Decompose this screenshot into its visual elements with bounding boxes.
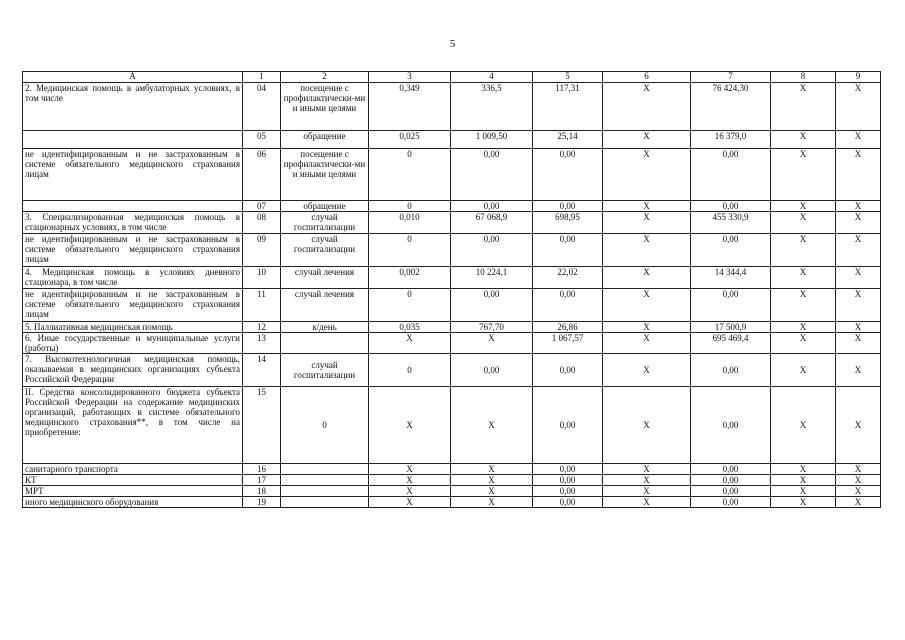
value-cell: X	[771, 267, 836, 289]
table-row	[23, 212, 881, 234]
table-row	[23, 149, 881, 201]
value-cell: X	[603, 267, 691, 289]
column-header: 1	[243, 72, 281, 83]
table-row	[23, 464, 881, 475]
value-cell: X	[603, 234, 691, 267]
value-cell: X	[603, 201, 691, 212]
value-cell: 698,95	[533, 212, 603, 234]
column-header: 7	[691, 72, 771, 83]
value-cell: 0,00	[533, 149, 603, 201]
row-code-cell: 07	[243, 201, 281, 212]
value-cell: X	[771, 497, 836, 508]
unit-cell: посещение с профилактически-ми и иными целями	[281, 83, 369, 131]
value-cell: X	[603, 322, 691, 333]
value-cell: 0,00	[451, 201, 533, 212]
value-cell: X	[603, 149, 691, 201]
value-cell: 0,00	[533, 201, 603, 212]
row-name-cell: иного медицинского оборудования	[23, 497, 243, 508]
value-cell: X	[836, 234, 881, 267]
table-row	[23, 267, 881, 289]
value-cell: 0	[369, 201, 451, 212]
value-cell: 0,00	[691, 234, 771, 267]
value-cell: X	[771, 149, 836, 201]
value-cell: 26,86	[533, 322, 603, 333]
value-cell: X	[369, 464, 451, 475]
value-cell: 0,00	[451, 289, 533, 322]
value-cell: 0,349	[369, 83, 451, 131]
row-name-cell	[23, 131, 243, 149]
row-name-cell: не идентифицированным и не застрахованным в системе обязательного медицинского страхования лицам	[23, 149, 243, 201]
value-cell: 0,00	[451, 149, 533, 201]
value-cell: X	[836, 322, 881, 333]
value-cell: 76 424,30	[691, 83, 771, 131]
value-cell: X	[603, 486, 691, 497]
value-cell: 695 469,4	[691, 333, 771, 354]
column-header: А	[23, 72, 243, 83]
table-row	[23, 354, 881, 387]
value-cell: X	[451, 333, 533, 354]
value-cell: 22,02	[533, 267, 603, 289]
value-cell: X	[451, 387, 533, 464]
value-cell: X	[836, 212, 881, 234]
table-row	[23, 234, 881, 267]
value-cell: 0	[369, 354, 451, 387]
unit-cell: случай госпитализации	[281, 234, 369, 267]
value-cell: 0,00	[691, 201, 771, 212]
row-code-cell: 05	[243, 131, 281, 149]
table-row	[23, 131, 881, 149]
row-code-cell: 17	[243, 475, 281, 486]
value-cell: X	[603, 83, 691, 131]
value-cell: X	[836, 387, 881, 464]
table-row	[23, 475, 881, 486]
table-row	[23, 497, 881, 508]
value-cell: 67 068,9	[451, 212, 533, 234]
row-name-cell: 4. Медицинская помощь в условиях дневного стационара, в том числе	[23, 267, 243, 289]
unit-cell	[281, 497, 369, 508]
unit-cell: к/день	[281, 322, 369, 333]
row-code-cell: 04	[243, 83, 281, 131]
value-cell: 0,002	[369, 267, 451, 289]
value-cell: X	[836, 131, 881, 149]
value-cell: X	[771, 83, 836, 131]
row-name-cell: МРТ	[23, 486, 243, 497]
value-cell: X	[836, 149, 881, 201]
row-code-cell: 16	[243, 464, 281, 475]
value-cell: X	[836, 354, 881, 387]
column-header: 3	[369, 72, 451, 83]
value-cell: 0,00	[691, 149, 771, 201]
value-cell: X	[369, 486, 451, 497]
page-number: 5	[449, 38, 456, 50]
value-cell: 16 379,0	[691, 131, 771, 149]
unit-cell	[281, 486, 369, 497]
value-cell: X	[836, 333, 881, 354]
unit-cell: 0	[281, 387, 369, 464]
header-row	[23, 72, 881, 83]
unit-cell: случай госпитализации	[281, 354, 369, 387]
value-cell: 455 330,9	[691, 212, 771, 234]
unit-cell	[281, 475, 369, 486]
value-cell: X	[836, 475, 881, 486]
value-cell: 0,00	[533, 464, 603, 475]
value-cell: X	[836, 486, 881, 497]
value-cell: X	[836, 83, 881, 131]
value-cell: 0,00	[533, 234, 603, 267]
row-name-cell: КТ	[23, 475, 243, 486]
unit-cell: случай госпитализации	[281, 212, 369, 234]
row-code-cell: 14	[243, 354, 281, 387]
column-header: 6	[603, 72, 691, 83]
value-cell: 0,00	[533, 497, 603, 508]
value-cell: X	[603, 212, 691, 234]
value-cell: X	[603, 464, 691, 475]
financing-table	[22, 71, 881, 508]
value-cell: X	[771, 475, 836, 486]
value-cell: 0,00	[691, 464, 771, 475]
unit-cell: посещение с профилактически-ми и иными целями	[281, 149, 369, 201]
value-cell: 0,00	[533, 289, 603, 322]
value-cell: X	[603, 131, 691, 149]
value-cell: 0	[369, 234, 451, 267]
row-code-cell: 19	[243, 497, 281, 508]
row-name-cell: 7. Высокотехнологичная медицинская помощь, оказываемая в медицинских организациях субъекта Российской Федерации	[23, 354, 243, 387]
value-cell: X	[771, 333, 836, 354]
value-cell: X	[771, 131, 836, 149]
unit-cell: обращение	[281, 201, 369, 212]
table-row	[23, 486, 881, 497]
table-row	[23, 201, 881, 212]
value-cell: X	[451, 497, 533, 508]
value-cell: X	[771, 354, 836, 387]
column-header: 8	[771, 72, 836, 83]
value-cell: X	[836, 289, 881, 322]
table-row	[23, 333, 881, 354]
value-cell: 0,00	[691, 289, 771, 322]
value-cell: 336,5	[451, 83, 533, 131]
table-row	[23, 83, 881, 131]
value-cell: X	[836, 267, 881, 289]
value-cell: 14 344,4	[691, 267, 771, 289]
value-cell: 0,00	[451, 354, 533, 387]
value-cell: 0,00	[533, 475, 603, 486]
unit-cell: обращение	[281, 131, 369, 149]
value-cell: X	[771, 464, 836, 475]
value-cell: 1 009,50	[451, 131, 533, 149]
value-cell: X	[603, 289, 691, 322]
value-cell: 0,00	[691, 354, 771, 387]
value-cell: X	[369, 387, 451, 464]
value-cell: 0,00	[451, 234, 533, 267]
value-cell: 0,00	[533, 354, 603, 387]
value-cell: 767,70	[451, 322, 533, 333]
row-name-cell: не идентифицированным и не застрахованным в системе обязательного медицинского страхования лицам	[23, 234, 243, 267]
value-cell: 0,00	[691, 387, 771, 464]
row-code-cell: 13	[243, 333, 281, 354]
value-cell: 0	[369, 289, 451, 322]
value-cell: 0,025	[369, 131, 451, 149]
value-cell: 0,00	[533, 486, 603, 497]
value-cell: X	[603, 475, 691, 486]
value-cell: X	[771, 322, 836, 333]
value-cell: X	[603, 333, 691, 354]
row-name-cell: санитарного транспорта	[23, 464, 243, 475]
value-cell: X	[771, 234, 836, 267]
value-cell: 10 224,1	[451, 267, 533, 289]
column-header: 2	[281, 72, 369, 83]
value-cell: X	[603, 497, 691, 508]
column-header: 9	[836, 72, 881, 83]
value-cell: X	[603, 354, 691, 387]
row-code-cell: 15	[243, 387, 281, 464]
value-cell: X	[451, 486, 533, 497]
value-cell: X	[771, 486, 836, 497]
value-cell: X	[603, 387, 691, 464]
row-name-cell: не идентифицированным и не застрахованным в системе обязательного медицинского страхования лицам	[23, 289, 243, 322]
value-cell: X	[369, 333, 451, 354]
value-cell: X	[771, 387, 836, 464]
value-cell: 1 067,57	[533, 333, 603, 354]
unit-cell: случай лечения	[281, 267, 369, 289]
value-cell: X	[771, 289, 836, 322]
value-cell: 0,010	[369, 212, 451, 234]
value-cell: X	[836, 497, 881, 508]
value-cell: X	[836, 201, 881, 212]
value-cell: 0,00	[691, 475, 771, 486]
row-name-cell	[23, 201, 243, 212]
value-cell: X	[369, 497, 451, 508]
row-code-cell: 09	[243, 234, 281, 267]
value-cell: X	[451, 464, 533, 475]
unit-cell	[281, 333, 369, 354]
value-cell: 117,31	[533, 83, 603, 131]
column-header: 5	[533, 72, 603, 83]
unit-cell	[281, 464, 369, 475]
row-name-cell: 5. Паллиативная медицинская помощь	[23, 322, 243, 333]
value-cell: 25,14	[533, 131, 603, 149]
row-name-cell: 3. Специализированная медицинская помощь в стационарных условиях, в том числе	[23, 212, 243, 234]
value-cell: 0,035	[369, 322, 451, 333]
row-code-cell: 12	[243, 322, 281, 333]
value-cell: X	[836, 464, 881, 475]
table-row	[23, 322, 881, 333]
unit-cell: случай лечения	[281, 289, 369, 322]
row-code-cell: 08	[243, 212, 281, 234]
row-code-cell: 10	[243, 267, 281, 289]
value-cell: 0,00	[533, 387, 603, 464]
column-header: 4	[451, 72, 533, 83]
value-cell: 17 500,9	[691, 322, 771, 333]
value-cell: 0,00	[691, 497, 771, 508]
table-row	[23, 387, 881, 464]
value-cell: 0,00	[691, 486, 771, 497]
row-name-cell: 2. Медицинская помощь в амбулаторных условиях, в том числе	[23, 83, 243, 131]
row-code-cell: 06	[243, 149, 281, 201]
row-name-cell: II. Средства консолидированного бюджета субъекта Российской Федерации на содержание медицинских организаций, работающих в системе обязательного медицинского страхования**, в том числе на приобретение:	[23, 387, 243, 464]
value-cell: 0	[369, 149, 451, 201]
table-row	[23, 289, 881, 322]
value-cell: X	[369, 475, 451, 486]
row-code-cell: 11	[243, 289, 281, 322]
row-name-cell: 6. Иные государственные и муниципальные услуги (работы)	[23, 333, 243, 354]
value-cell: X	[771, 212, 836, 234]
row-code-cell: 18	[243, 486, 281, 497]
value-cell: X	[451, 475, 533, 486]
value-cell: X	[771, 201, 836, 212]
